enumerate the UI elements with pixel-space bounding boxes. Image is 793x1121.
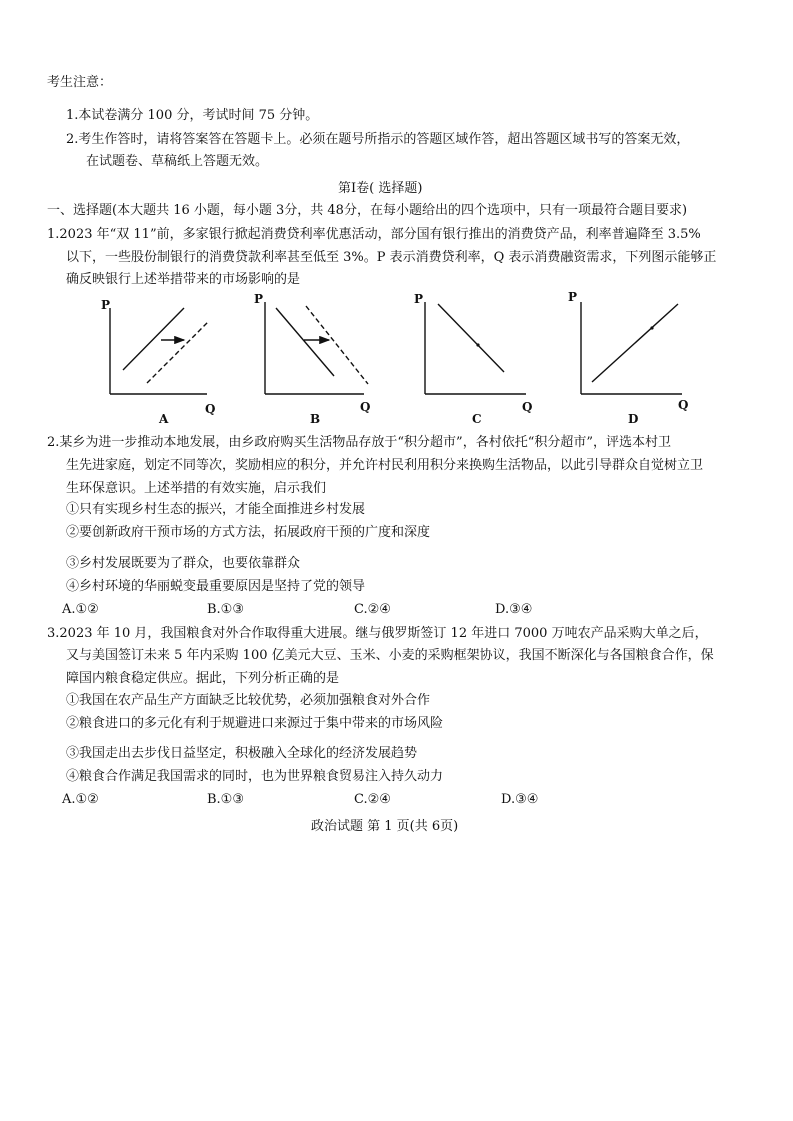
- graph-d-plot: [566, 288, 696, 428]
- q2-line-1: 2.某乡为进一步推动本地发展，由乡政府购买生活物品存放于“积分超市”，各村依托“积分超市”，评选本村卫: [47, 435, 671, 450]
- q2-option-d[interactable]: D.③④: [495, 602, 533, 617]
- graph-c-p-label: P: [414, 292, 424, 306]
- graph-c-q-label: Q: [522, 400, 533, 414]
- notice-title: 考生注意：: [47, 75, 113, 90]
- q2-option-b[interactable]: B.①③: [207, 602, 244, 617]
- q3-statement-3: ③我国走出去步伐日益坚定，积极融入全球化的经济发展趋势: [66, 746, 418, 761]
- q1-line-2: 以下，一些股份制银行的消费贷款利率甚至低至 3%。P 表示消费贷利率，Q 表示消费融资需求，下列图示能够正: [66, 250, 717, 265]
- graph-a-curve: [123, 308, 184, 370]
- graph-d[interactable]: [566, 288, 696, 428]
- graph-c[interactable]: [410, 288, 540, 428]
- q3-option-a[interactable]: A.①②: [62, 792, 99, 807]
- notice-item-2: 2.考生作答时，请将答案答在答题卡上。必须在题号所指示的答题区域作答，超出答题区域书写的答案无效，: [66, 132, 690, 147]
- graph-d-point: [650, 326, 653, 329]
- graph-a-q-label: Q: [205, 402, 216, 416]
- q3-statement-4: ④粮食合作满足我国需求的同时，也为世界粮食贸易注入持久动力: [66, 769, 444, 784]
- q2-line-2: 生先进家庭，划定不同等次，奖励相应的积分，并允许村民利用积分来换购生活物品，以此引导群众自觉树立卫: [66, 458, 704, 473]
- page-footer: 政治试题 第 1 页(共 6页): [311, 819, 459, 834]
- q1-line-1: 1.2023 年“双 11”前，多家银行掀起消费贷利率优惠活动，部分国有银行推出的消费贷产品，利率普遍降至 3.5%: [47, 227, 701, 242]
- graph-a-p-label: P: [101, 298, 111, 312]
- q2-statement-2: ②要创新政府干预市场的方式方法，拓展政府干预的广度和深度: [66, 525, 431, 540]
- q2-option-c[interactable]: C.②④: [354, 602, 391, 617]
- notice-item-1: 1.本试卷满分 100 分，考试时间 75 分钟。: [66, 108, 319, 123]
- graph-b-label: B: [310, 412, 321, 426]
- graph-b-curve-shifted: [306, 306, 368, 384]
- q3-option-d[interactable]: D.③④: [501, 792, 539, 807]
- q2-statement-1: ①只有实现乡村生态的振兴，才能全面推进乡村发展: [66, 502, 366, 517]
- graph-b-p-label: P: [254, 292, 264, 306]
- section-instructions: 一、选择题(本大题共 16 小题，每小题 3分，共 48分，在每小题给出的四个选项中，只有一项最符合题目要求): [47, 203, 688, 218]
- graph-d-label: D: [628, 412, 639, 426]
- graph-b[interactable]: [250, 288, 380, 428]
- q3-statement-1: ①我国在农产品生产方面缺乏比较优势，必须加强粮食对外合作: [66, 693, 431, 708]
- q3-line-3: 障国内粮食稳定供应。据此，下列分析正确的是: [66, 671, 340, 686]
- graph-a[interactable]: [95, 288, 225, 428]
- graph-a-curve-shifted: [147, 321, 209, 383]
- graph-d-p-label: P: [568, 290, 578, 304]
- graph-c-curve: [438, 304, 504, 372]
- q3-line-1: 3.2023 年 10 月，我国粮食对外合作取得重大进展。继与俄罗斯签订 12 年进口 7000 万吨农产品采购大单之后，: [47, 626, 708, 641]
- graph-a-label: A: [159, 412, 169, 426]
- q1-line-3: 确反映银行上述举措带来的市场影响的是: [66, 272, 301, 287]
- q3-statement-2: ②粮食进口的多元化有利于规避进口来源过于集中带来的市场风险: [66, 716, 444, 731]
- graph-c-point: [476, 343, 479, 346]
- q3-option-c[interactable]: C.②④: [354, 792, 391, 807]
- graph-c-plot: [410, 288, 540, 428]
- graph-d-q-label: Q: [678, 398, 689, 412]
- q2-statement-4: ④乡村环境的华丽蜕变最重要原因是坚持了党的领导: [66, 579, 366, 594]
- section-title: 第Ⅰ卷( 选择题): [338, 181, 423, 196]
- notice-item-2-cont: 在试题卷、草稿纸上答题无效。: [86, 154, 269, 169]
- q2-line-3: 生环保意识。上述举措的有效实施，启示我们: [66, 481, 327, 496]
- graph-b-q-label: Q: [360, 400, 371, 414]
- graph-c-label: C: [472, 412, 482, 426]
- q2-option-a[interactable]: A.①②: [62, 602, 99, 617]
- graph-b-curve: [276, 308, 334, 376]
- q3-line-2: 又与美国签订未来 5 年内采购 100 亿美元大豆、玉米、小麦的采购框架协议，我国不断深化与各国粮食合作，保: [66, 648, 714, 663]
- q2-statement-3: ③乡村发展既要为了群众，也要依靠群众: [66, 556, 301, 571]
- graph-d-curve: [592, 304, 678, 382]
- q3-option-b[interactable]: B.①③: [207, 792, 244, 807]
